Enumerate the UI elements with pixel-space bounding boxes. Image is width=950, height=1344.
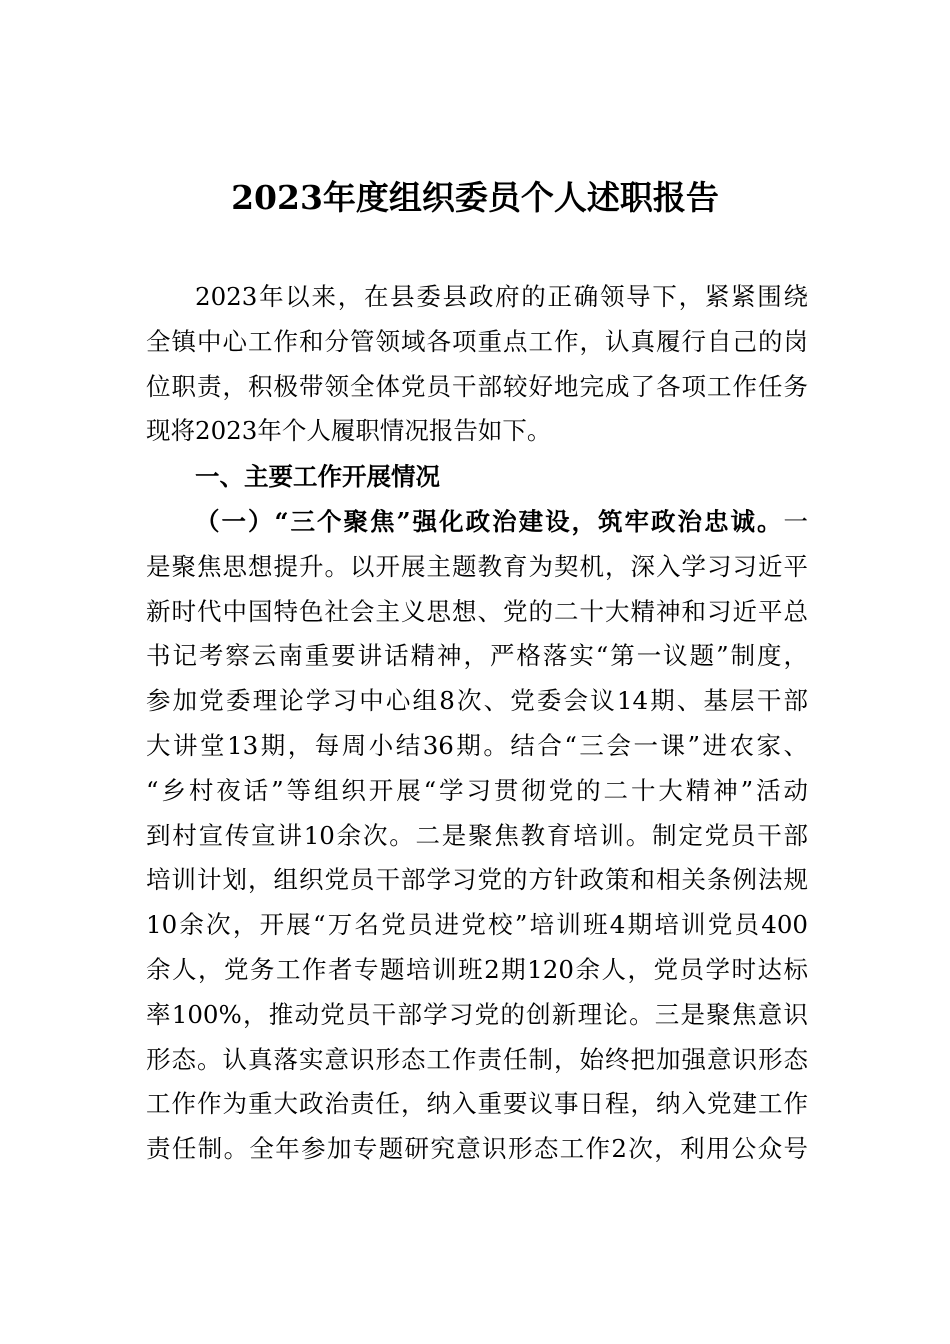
paragraph-line: 新时代中国特色社会主义思想、党的二十大精神和习近平总 xyxy=(146,596,808,626)
paragraph-line: 到村宣传宣讲10余次。二是聚焦教育培训。制定党员干部 xyxy=(146,820,808,850)
paragraph-line: 培训计划，组织党员干部学习党的方针政策和相关条例法规 xyxy=(146,865,808,895)
paragraph-line: 余人，党务工作者专题培训班2期120余人，党员学时达标 xyxy=(146,954,808,984)
intro-line: 全镇中心工作和分管领域各项重点工作，认真履行自己的岗 xyxy=(146,326,808,356)
paragraph-first-line xyxy=(146,500,808,545)
intro-line: 2023年以来，在县委县政府的正确领导下，紧紧围绕 xyxy=(195,282,808,311)
subsection-heading: （一）“三个聚焦”强化政治建设，筑牢政治忠诚。 xyxy=(195,507,784,536)
intro-line: 现将2023年个人履职情况报告如下。 xyxy=(146,416,552,446)
paragraph-line: 10余次，开展“万名党员进党校”培训班4期培训党员400 xyxy=(146,910,808,940)
paragraph-line-tail: 一 xyxy=(783,507,808,536)
paragraph-line: 大讲堂13期，每周小结36期。结合“三会一课”进农家、 xyxy=(146,730,808,760)
paragraph-line: 工作作为重大政治责任，纳入重要议事日程，纳入党建工作 xyxy=(146,1089,808,1119)
intro-line: 位职责，积极带领全体党员干部较好地完成了各项工作任务 xyxy=(146,371,808,401)
paragraph-line: “乡村夜话”等组织开展“学习贯彻党的二十大精神”活动 xyxy=(146,775,808,805)
section1-paragraph xyxy=(146,500,808,1172)
paragraph-line: 形态。认真落实意识形态工作责任制，始终把加强意识形态 xyxy=(146,1044,808,1074)
paragraph-line: 是聚焦思想提升。以开展主题教育为契机，深入学习习近平 xyxy=(146,551,808,581)
intro-paragraph xyxy=(146,275,808,454)
paragraph-line: 率100%，推动党员干部学习党的创新理论。三是聚焦意识 xyxy=(146,999,808,1029)
section-heading: 一、主要工作开展情况 xyxy=(195,462,440,491)
paragraph-line: 参加党委理论学习中心组8次、党委会议14期、基层干部 xyxy=(146,686,808,716)
paragraph-line: 责任制。全年参加专题研究意识形态工作2次，利用公众号 xyxy=(146,1134,808,1164)
paragraph-line: 书记考察云南重要讲话精神，严格落实“第一议题”制度， xyxy=(146,641,808,671)
document-title: 2023年度组织委员个人述职报告 xyxy=(231,178,719,217)
